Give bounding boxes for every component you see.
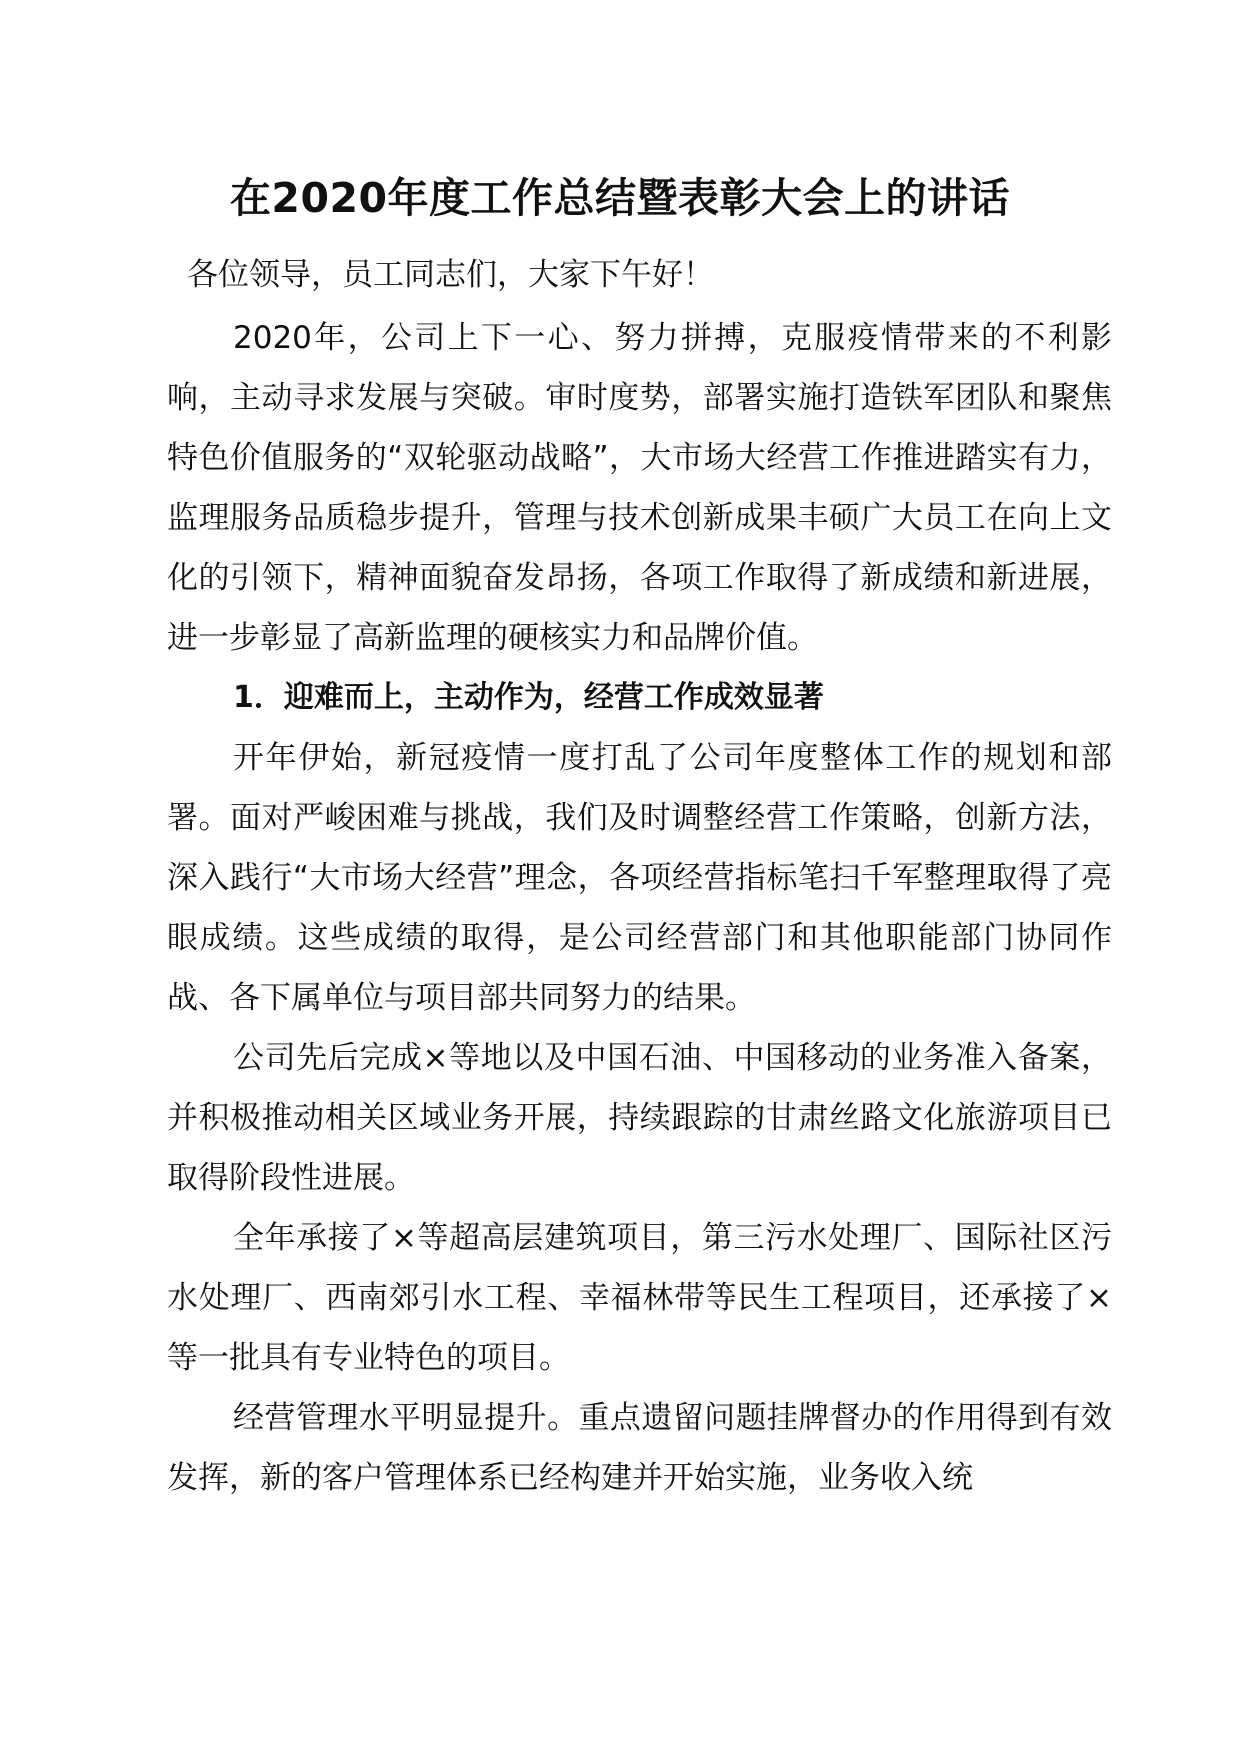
document-title: 在2020年度工作总结暨表彰大会上的讲话 — [229, 174, 1011, 222]
paragraph: 2020年，公司上下一心、努力拼搏，克服疫情带来的不利影响，主动寻求发展与突破。审时度势，部署实施打造铁军团队和聚焦特色价值服务的“双轮驱动战略”，大市场大经营工作推进踏实有力，监理服务品质稳步提升，管理与技术创新成果丰硕广大员工在向上文化的引领下，精神面貌奋发昂扬，各项工作取得了新成绩和新进展，进一步彰显了高新监理的硬核实力和品牌价值。 — [167, 320, 1112, 656]
paragraph: 开年伊始，新冠疫情一度打乱了公司年度整体工作的规划和部署。面对严峻困难与挑战，我们及时调整经营工作策略，创新方法，深入践行“大市场大经营”理念，各项经营指标笔扫千军整理取得了亮眼成绩。这些成绩的取得，是公司经营部门和其他职能部门协同作战、各下属单位与项目部共同努力的结果。 — [167, 740, 1112, 1016]
paragraph: 公司先后完成×等地以及中国石油、中国移动的业务准入备案，并积极推动相关区域业务开展，持续跟踪的甘肃丝路文化旅游项目已取得阶段性进展。 — [167, 1040, 1112, 1196]
paragraph: 全年承接了×等超高层建筑项目，第三污水处理厂、国际社区污水处理厂、西南郊引水工程、幸福林带等民生工程项目，还承接了×等一批具有专业特色的项目。 — [167, 1220, 1112, 1376]
section-heading: 1．迎难而上，主动作为，经营工作成效显著 — [233, 680, 824, 715]
document-body — [167, 308, 1112, 1508]
speech-greeting: 各位领导，员工同志们，大家下午好！ — [187, 257, 714, 293]
paragraph: 经营管理水平明显提升。重点遗留问题挂牌督办的作用得到有效发挥，新的客户管理体系已经构建并开始实施，业务收入统 — [167, 1400, 1112, 1496]
